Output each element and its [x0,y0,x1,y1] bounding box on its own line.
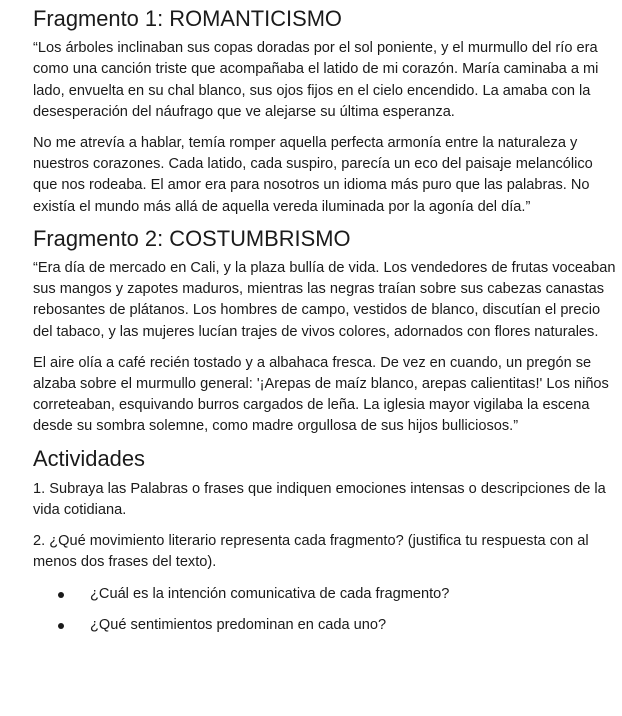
bullet-item-text: ¿Qué sentimientos predominan en cada uno? [90,616,387,633]
bullet-dot-icon [58,623,64,629]
bullet-item [33,584,616,605]
fragment1-paragraph1: “Los árboles inclinaban sus copas doradas por el sol poniente, y el murmullo del río era como una canción triste que acompañaba el latido de mi corazón. María caminaba a mi lado, envuelta en su chal blanco, sus ojos fijos en el cielo encendido. La amaba con la desesperación del náufrago que ve alejarse su última esperanza. [33,40,599,120]
fragment2-heading: Fragmento 2: COSTUMBRISMO [33,225,351,251]
activity-item-1: 1. Subraya las Palabras o frases que indiquen emociones intensas o descripciones de la vida cotidiana. [33,480,606,519]
activity-bullet-list [33,584,616,636]
fragment1-heading: Fragmento 1: ROMANTICISMO [33,6,342,31]
fragment2-paragraph2: El aire olía a café recién tostado y a albahaca fresca. De vez en cuando, un pregón se alzaba sobre el murmullo general: '¡Arepas de maíz blanco, arepas calientitas!' Los niños correteaban, esquivando burros cargados de leña. La iglesia mayor vigilaba la escena desde su sombra solemne, como madre orgullosa de sus hijos bulliciosos.” [33,354,609,435]
fragment1-paragraph2: No me atrevía a hablar, temía romper aquella perfecta armonía entre la naturaleza y nuestros corazones. Cada latido, cada suspiro, parecía un eco del paisaje melancólico que nos rodeaba. El amor era para nosotros un idioma más puro que las palabras. No existía el mundo más allá de aquella vereda iluminada por la agonía del día.” [33,135,593,215]
activity-item-2: 2. ¿Qué movimiento literario representa cada fragmento? (justifica tu respuesta con al menos dos frases del texto). [33,533,589,571]
bullet-item-text: ¿Cuál es la intención comunicativa de cada fragmento? [90,585,450,602]
fragment2-paragraph1: “Era día de mercado en Cali, y la plaza bullía de vida. Los vendedores de frutas voceaban sus mangos y zapotes maduros, mientras las negras traían sobre sus cabezas canastas rebosantes de plátanos. Los hombres de campo, vestidos de blanco, discutían el precio del tabaco, y las mujeres lucían trajes de vivos colores, adornados con flores naturales. [33,260,616,340]
activities-heading: Actividades [33,445,145,471]
bullet-item [33,615,616,636]
bullet-dot-icon [58,592,64,598]
